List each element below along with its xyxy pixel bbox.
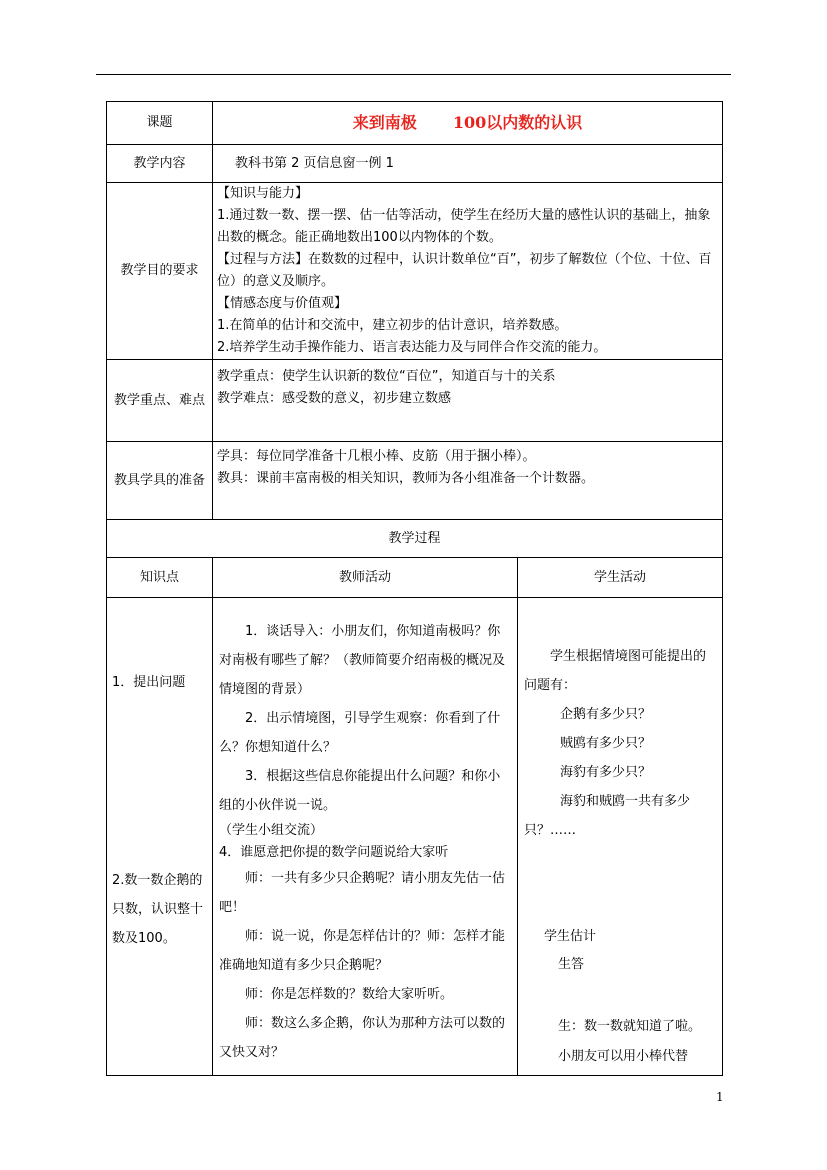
goal-row (107, 183, 723, 360)
tools-label: 教具学具的准备 (107, 442, 213, 520)
key-line: 教学重点：使学生认识新的数位“百位”，知道百与十的关系 (217, 369, 556, 384)
teacher-line: 1．谈话导入：小朋友们，你知道南极吗？你对南极有哪些了解？（教师简要介绍南极的概况及情境图的背景） (219, 624, 506, 697)
key-label: 教学重点、难点 (107, 360, 213, 442)
goal-line: 【过程与方法】在数数的过程中，认识计数单位“百”，初步了解数位（个位、十位、百位）的意义及顺序。 (217, 252, 712, 289)
content-row (107, 145, 723, 183)
knowledge-point: 2.数一数企鹅的只数，认识整十数及100。 (112, 873, 204, 946)
goal-line: 1.通过数一数、摆一摆、估一估等活动，使学生在经历大量的感性认识的基础上，抽象出数的概念。能正确地数出100以内物体的个数。 (217, 208, 711, 245)
header-rule (96, 74, 731, 75)
col-header-knowledge: 知识点 (107, 558, 213, 598)
topic-row (107, 102, 723, 145)
col-header-student: 学生活动 (518, 558, 723, 598)
tools-row (107, 442, 723, 520)
goal-line: 【知识与能力】 (217, 186, 309, 201)
process-body-row (107, 598, 723, 1076)
teacher-line: 师：一共有多少只企鹅呢？请小朋友先估一估吧！ (219, 871, 506, 915)
teacher-activity (213, 598, 518, 1076)
teacher-line: （学生小组交流） (219, 823, 324, 838)
knowledge-point: 1．提出问题 (112, 675, 186, 690)
tools-line: 教具：课前丰富南极的相关知识，教师为各小组准备一个计数器。 (217, 471, 595, 486)
student-line: 小朋友可以用小棒代替 (558, 1049, 689, 1064)
column-header-row (107, 558, 723, 598)
tools-content (213, 442, 723, 520)
page-number: 1 (716, 1090, 724, 1104)
student-line: 海豹和贼鸥一共有多少只？…… (524, 794, 691, 838)
teacher-line: 师：数这么多企鹅，你认为那种方法可以数的又快又对？ (219, 1016, 506, 1060)
topic-label: 课题 (107, 102, 213, 145)
goal-line: 1.在简单的估计和交流中，建立初步的估计意识，培养数感。 (217, 318, 568, 333)
teacher-line: 师：说一说，你是怎样估计的？师：怎样才能准确地知道有多少只企鹅呢？ (219, 929, 506, 973)
goal-content (213, 183, 723, 360)
teacher-line: 3．根据这些信息你能提出什么问题？和你小组的小伙伴说一说。 (219, 769, 501, 813)
goal-line: 2.培养学生动手操作能力、语言表达能力及与同伴合作交流的能力。 (217, 340, 607, 355)
knowledge-points (107, 598, 213, 1076)
student-line: 学生估计 (544, 929, 597, 944)
student-line: 生答 (558, 957, 585, 972)
lesson-title-part2: 100以内数的认识 (452, 113, 583, 132)
student-activity (518, 598, 723, 1076)
lesson-plan-table (106, 101, 723, 1076)
teacher-line: 2．出示情境图，引导学生观察：你看到了什么？你想知道什么？ (219, 711, 501, 755)
process-title-row (107, 520, 723, 558)
goal-label: 教学目的要求 (107, 183, 213, 360)
goal-line: 【情感态度与价值观】 (217, 296, 348, 311)
teacher-line: 师：你是怎样数的？数给大家听听。 (245, 987, 454, 1002)
lesson-title-part1: 来到南极 (352, 113, 417, 132)
key-content (213, 360, 723, 442)
content-value: 教科书第 2 页信息窗一例 1 (213, 145, 723, 183)
student-line: 生：数一数就知道了啦。 (558, 1019, 702, 1034)
content-label: 教学内容 (107, 145, 213, 183)
lesson-title (213, 102, 723, 145)
student-line: 贼鸥有多少只？ (560, 736, 652, 751)
process-title: 教学过程 (107, 520, 723, 558)
teacher-line: 4．谁愿意把你提的数学问题说给大家听 (219, 845, 449, 860)
student-line: 学生根据情境图可能提出的问题有： (524, 649, 707, 693)
key-line: 教学难点：感受数的意义，初步建立数感 (217, 391, 452, 406)
student-line: 企鹅有多少只？ (560, 707, 652, 722)
key-row (107, 360, 723, 442)
col-header-teacher: 教师活动 (213, 558, 518, 598)
student-line: 海豹有多少只？ (560, 765, 652, 780)
tools-line: 学具：每位同学准备十几根小棒、皮筋（用于捆小棒）。 (217, 449, 536, 464)
